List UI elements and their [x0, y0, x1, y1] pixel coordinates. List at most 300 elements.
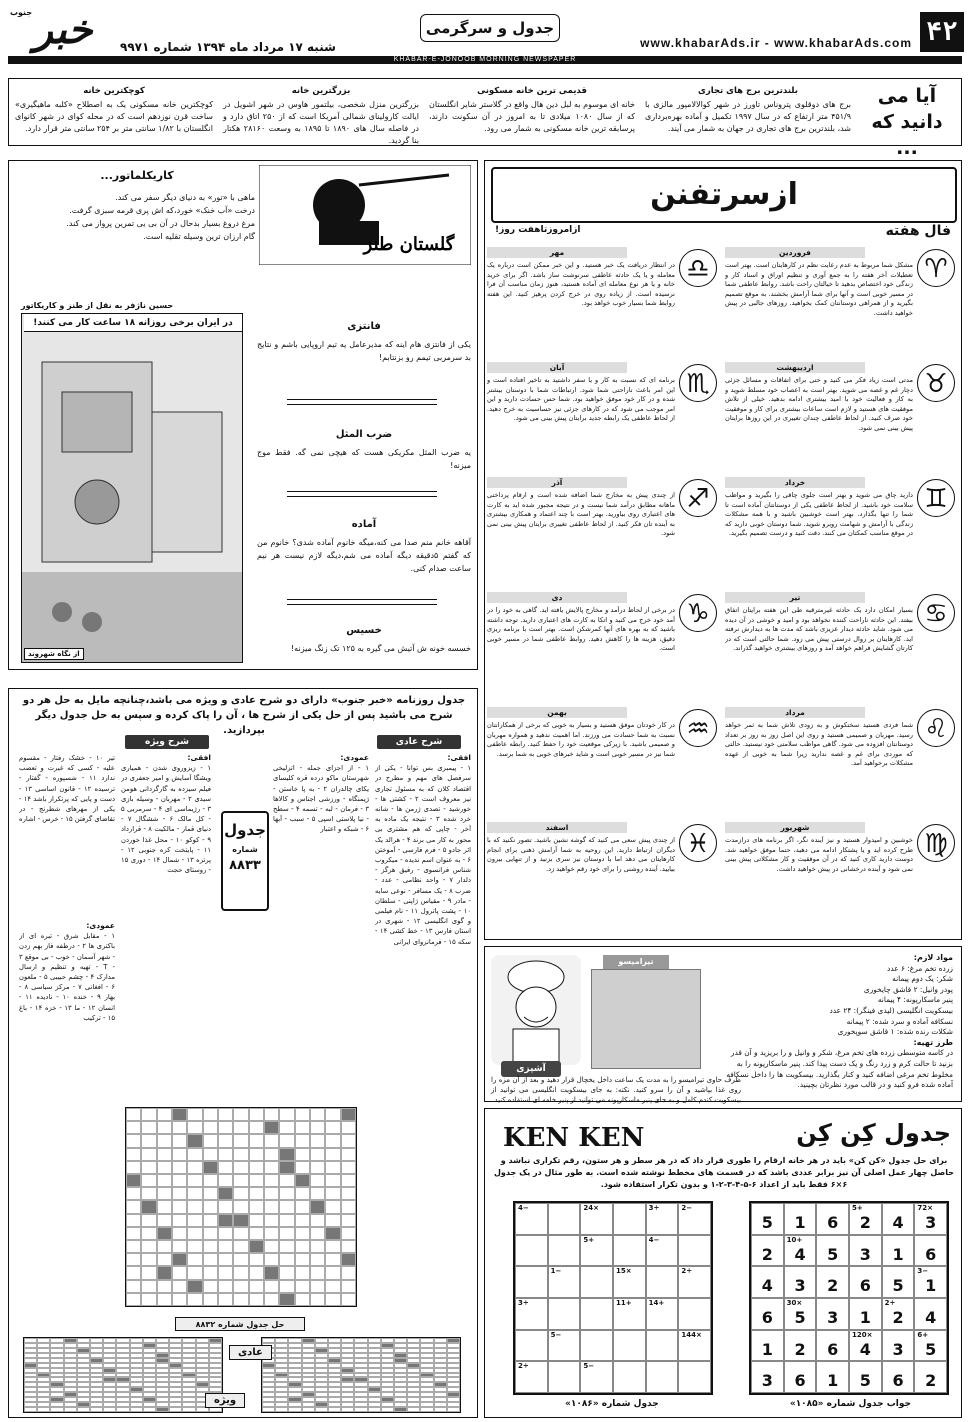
- crossword-cell[interactable]: [141, 1161, 156, 1174]
- crossword-cell[interactable]: [233, 1227, 248, 1240]
- crossword-cell[interactable]: [218, 1161, 233, 1174]
- crossword-cell[interactable]: [264, 1214, 279, 1227]
- crossword-cell[interactable]: [325, 1266, 340, 1279]
- crossword-cell[interactable]: [172, 1121, 187, 1134]
- crossword-cell[interactable]: [341, 1280, 356, 1293]
- zodiac-name: مهر: [487, 247, 627, 258]
- crossword-cell[interactable]: [172, 1293, 187, 1306]
- crossword-cell[interactable]: [279, 1253, 294, 1266]
- cage-clue: 72×: [917, 1204, 933, 1212]
- crossword-cell[interactable]: [203, 1134, 218, 1147]
- crossword-cell[interactable]: [233, 1174, 248, 1187]
- kenken-cell[interactable]: [678, 1330, 711, 1362]
- kenken-cell[interactable]: [646, 1203, 679, 1235]
- kenken-cell[interactable]: [515, 1235, 548, 1267]
- crossword-cell[interactable]: [141, 1108, 156, 1121]
- kenken-cell: [816, 1361, 849, 1393]
- crossword-cell[interactable]: [279, 1134, 294, 1147]
- crossword-cell[interactable]: [295, 1134, 310, 1147]
- kenken-cell[interactable]: [580, 1266, 613, 1298]
- crossword-cell[interactable]: [279, 1174, 294, 1187]
- crossword-cell[interactable]: [295, 1187, 310, 1200]
- crossword-cell[interactable]: [126, 1148, 141, 1161]
- crossword-cell[interactable]: [233, 1108, 248, 1121]
- crossword-cell[interactable]: [295, 1200, 310, 1213]
- crossword-cell[interactable]: [295, 1293, 310, 1306]
- kenken-cell: [816, 1266, 849, 1298]
- crossword-cell[interactable]: [141, 1280, 156, 1293]
- crossword-cell[interactable]: [203, 1108, 218, 1121]
- section-title: جدول و سرگرمی: [420, 14, 560, 42]
- crossword-cell[interactable]: [203, 1148, 218, 1161]
- cooking-label: آشپزی: [501, 1061, 561, 1077]
- crossword-cell[interactable]: [264, 1121, 279, 1134]
- crossword-cell[interactable]: [203, 1266, 218, 1279]
- kenken-cell[interactable]: [580, 1330, 613, 1362]
- crossword-cell[interactable]: [218, 1253, 233, 1266]
- crossword-cell[interactable]: [233, 1134, 248, 1147]
- crossword-cell[interactable]: [218, 1148, 233, 1161]
- kenken-cell[interactable]: [548, 1235, 581, 1267]
- kenken-cell[interactable]: [515, 1330, 548, 1362]
- crossword-cell[interactable]: [187, 1266, 202, 1279]
- crossword-cell[interactable]: [325, 1174, 340, 1187]
- crossword-cell[interactable]: [157, 1280, 172, 1293]
- kenken-cell[interactable]: [646, 1266, 679, 1298]
- cell-value: 4: [794, 1244, 806, 1264]
- crossword-cell[interactable]: [157, 1227, 172, 1240]
- kenken-cell: [816, 1298, 849, 1330]
- crossword-cell[interactable]: [203, 1214, 218, 1227]
- crossword-cell[interactable]: [141, 1227, 156, 1240]
- crossword-cell[interactable]: [218, 1227, 233, 1240]
- crossword-cell[interactable]: [325, 1148, 340, 1161]
- crossword-cell[interactable]: [126, 1121, 141, 1134]
- crossword-cell[interactable]: [141, 1293, 156, 1306]
- crossword-cell[interactable]: [279, 1200, 294, 1213]
- crossword-cell[interactable]: [141, 1187, 156, 1200]
- kenken-cell[interactable]: [646, 1361, 679, 1393]
- crossword-cell[interactable]: [203, 1187, 218, 1200]
- crossword-cell[interactable]: [126, 1227, 141, 1240]
- crossword-cell[interactable]: [310, 1266, 325, 1279]
- crossword-cell[interactable]: [249, 1200, 264, 1213]
- kenken-cell: [914, 1298, 947, 1330]
- fact-heading: بلندترین برج های تجاری: [698, 86, 798, 96]
- crossword-cell[interactable]: [187, 1227, 202, 1240]
- crossword-cell[interactable]: [233, 1148, 248, 1161]
- crossword-cell: [182, 1407, 195, 1412]
- crossword-cell[interactable]: [341, 1240, 356, 1253]
- kenken-cell[interactable]: [613, 1361, 646, 1393]
- crossword-cell[interactable]: [187, 1108, 202, 1121]
- crossword-cell[interactable]: [249, 1108, 264, 1121]
- crossword-cell[interactable]: [187, 1161, 202, 1174]
- crossword-cell[interactable]: [341, 1187, 356, 1200]
- cage-clue: 5−: [583, 1362, 595, 1371]
- crossword-cell[interactable]: [187, 1253, 202, 1266]
- crossword-cell[interactable]: [264, 1174, 279, 1187]
- crossword-cell[interactable]: [141, 1121, 156, 1134]
- crossword-cell[interactable]: [141, 1240, 156, 1253]
- crossword-cell[interactable]: [172, 1174, 187, 1187]
- crossword-cell[interactable]: [233, 1187, 248, 1200]
- kenken-cell[interactable]: [515, 1361, 548, 1393]
- kenken-cell[interactable]: [548, 1203, 581, 1235]
- fact-item: [645, 85, 851, 135]
- crossword-cell[interactable]: [295, 1227, 310, 1240]
- crossword-cell[interactable]: [341, 1214, 356, 1227]
- crossword-cell[interactable]: [310, 1240, 325, 1253]
- crossword-cell[interactable]: [279, 1187, 294, 1200]
- cell-value: 3: [761, 1371, 773, 1391]
- crossword-cell[interactable]: [341, 1108, 356, 1121]
- crossword-cell[interactable]: [218, 1174, 233, 1187]
- kenken-cell[interactable]: [678, 1298, 711, 1330]
- crossword-cell[interactable]: [218, 1280, 233, 1293]
- crossword-cell[interactable]: [187, 1280, 202, 1293]
- crossword-cell[interactable]: [233, 1253, 248, 1266]
- crossword-cell[interactable]: [310, 1108, 325, 1121]
- crossword-cell[interactable]: [249, 1121, 264, 1134]
- crossword-cell[interactable]: [157, 1161, 172, 1174]
- crossword-cell[interactable]: [218, 1121, 233, 1134]
- crossword-cell[interactable]: [203, 1240, 218, 1253]
- crossword-cell[interactable]: [157, 1293, 172, 1306]
- cage-clue: 24×: [583, 1204, 599, 1212]
- zodiac-name: اسفند: [487, 822, 627, 833]
- crossword-cell[interactable]: [264, 1293, 279, 1306]
- crossword-cell[interactable]: [157, 1214, 172, 1227]
- kenken-cell[interactable]: [548, 1266, 581, 1298]
- kenken-cell[interactable]: [646, 1235, 679, 1267]
- kenken-cell[interactable]: [580, 1361, 613, 1393]
- kenken-cell[interactable]: [678, 1361, 711, 1393]
- ingredient-item: زرده تخم مرغ: ۶ عدد: [887, 963, 953, 973]
- crossword-cell[interactable]: [279, 1227, 294, 1240]
- crossword-cell[interactable]: [279, 1266, 294, 1279]
- crossword-cell[interactable]: [341, 1161, 356, 1174]
- crossword-cell: [116, 1407, 129, 1412]
- crossword-cell[interactable]: [172, 1240, 187, 1253]
- crossword-cell[interactable]: [233, 1161, 248, 1174]
- crossword-cell[interactable]: [295, 1161, 310, 1174]
- crossword-cell[interactable]: [233, 1266, 248, 1279]
- crossword-cell[interactable]: [295, 1148, 310, 1161]
- crossword-cell[interactable]: [310, 1253, 325, 1266]
- crossword-cell[interactable]: [157, 1121, 172, 1134]
- crossword-cell[interactable]: [172, 1266, 187, 1279]
- crossword-cell[interactable]: [126, 1187, 141, 1200]
- crossword-cell[interactable]: [172, 1214, 187, 1227]
- crossword-cell[interactable]: [126, 1161, 141, 1174]
- kenken-puzzle-grid: [513, 1201, 713, 1395]
- kenken-cell[interactable]: [613, 1330, 646, 1362]
- crossword-cell[interactable]: [203, 1280, 218, 1293]
- crossword-cell[interactable]: [126, 1200, 141, 1213]
- crossword-cell[interactable]: [126, 1214, 141, 1227]
- crossword-cell[interactable]: [233, 1280, 248, 1293]
- crossword-cell[interactable]: [172, 1200, 187, 1213]
- crossword-cell[interactable]: [203, 1161, 218, 1174]
- crossword-cell[interactable]: [126, 1253, 141, 1266]
- crossword-cell[interactable]: [295, 1174, 310, 1187]
- kenken-cell[interactable]: [515, 1266, 548, 1298]
- crossword-cell[interactable]: [279, 1214, 294, 1227]
- crossword-cell[interactable]: [218, 1187, 233, 1200]
- crossword-cell[interactable]: [187, 1240, 202, 1253]
- crossword-cell[interactable]: [341, 1227, 356, 1240]
- crossword-cell[interactable]: [218, 1240, 233, 1253]
- joke-title: خسیس: [346, 625, 382, 636]
- crossword-cell[interactable]: [310, 1227, 325, 1240]
- crossword-cell[interactable]: [249, 1293, 264, 1306]
- crossword-cell[interactable]: [187, 1200, 202, 1213]
- crossword-cell[interactable]: [264, 1187, 279, 1200]
- crossword-cell[interactable]: [157, 1108, 172, 1121]
- crossword-cell[interactable]: [249, 1227, 264, 1240]
- crossword-cell[interactable]: [341, 1266, 356, 1279]
- crossword-cell[interactable]: [310, 1214, 325, 1227]
- crossword-cell: [169, 1407, 182, 1412]
- crossword-cell[interactable]: [310, 1200, 325, 1213]
- crossword-cell[interactable]: [249, 1187, 264, 1200]
- crossword-cell[interactable]: [264, 1280, 279, 1293]
- kenken-cell[interactable]: [613, 1203, 646, 1235]
- crossword-cell[interactable]: [325, 1280, 340, 1293]
- kenken-cell[interactable]: [580, 1298, 613, 1330]
- cell-value: 6: [859, 1276, 871, 1296]
- crossword-cell[interactable]: [233, 1121, 248, 1134]
- crossword-cell[interactable]: [203, 1253, 218, 1266]
- crossword-cell[interactable]: [249, 1240, 264, 1253]
- regular-solution-arrow: عادی: [229, 1345, 272, 1360]
- crossword-cell[interactable]: [249, 1280, 264, 1293]
- crossword-cell[interactable]: [325, 1214, 340, 1227]
- crossword-cell[interactable]: [203, 1121, 218, 1134]
- crossword-cell[interactable]: [249, 1214, 264, 1227]
- crossword-cell[interactable]: [279, 1161, 294, 1174]
- crossword-cell[interactable]: [172, 1253, 187, 1266]
- chef-icon: [491, 955, 581, 1065]
- zodiac-text: از چندی پیش سعی می کنید که گوشه نشین باشید. تصور نکنید که با دیگران ارتباط دارید. این روحیه به شما آرامش ذهنی برای انجام کارهایتان می دهد اما با دوستان نیز سری بزنید و از تنهایی بیرون بیایید. آینده روشنی را برای خود رقم خواهید زد.: [487, 836, 675, 873]
- crossword-cell[interactable]: [187, 1148, 202, 1161]
- crossword-cell[interactable]: [172, 1187, 187, 1200]
- kenken-cell[interactable]: [548, 1361, 581, 1393]
- kenken-cell[interactable]: [580, 1235, 613, 1267]
- crossword-cell[interactable]: [295, 1253, 310, 1266]
- crossword-cell[interactable]: [249, 1266, 264, 1279]
- crossword-cell[interactable]: [295, 1240, 310, 1253]
- crossword-cell[interactable]: [310, 1134, 325, 1147]
- crossword-cell[interactable]: [341, 1121, 356, 1134]
- crossword-cell[interactable]: [310, 1148, 325, 1161]
- crossword-cell[interactable]: [264, 1161, 279, 1174]
- crossword-cell[interactable]: [126, 1280, 141, 1293]
- crossword-cell[interactable]: [310, 1121, 325, 1134]
- crossword-cell[interactable]: [249, 1161, 264, 1174]
- crossword-cell[interactable]: [141, 1253, 156, 1266]
- crossword-cell[interactable]: [310, 1280, 325, 1293]
- crossword-cell[interactable]: [126, 1266, 141, 1279]
- crossword-cell[interactable]: [126, 1134, 141, 1147]
- crossword-cell[interactable]: [325, 1253, 340, 1266]
- kenken-cell[interactable]: [613, 1235, 646, 1267]
- crossword-cell[interactable]: [126, 1240, 141, 1253]
- crossword-cell[interactable]: [218, 1134, 233, 1147]
- crossword-cell[interactable]: [187, 1293, 202, 1306]
- crossword-cell[interactable]: [279, 1121, 294, 1134]
- crossword-cell[interactable]: [141, 1200, 156, 1213]
- joke-text: یه ضرب المثل مکزیکی هست که هیچی نمی گه. فقط موج میزنه!: [257, 448, 471, 470]
- crossword-cell[interactable]: [325, 1200, 340, 1213]
- crossword-cell[interactable]: [264, 1266, 279, 1279]
- zodiac-sign: [725, 362, 955, 474]
- crossword-cell[interactable]: [126, 1174, 141, 1187]
- crossword-cell[interactable]: [249, 1174, 264, 1187]
- crossword-cell[interactable]: [264, 1148, 279, 1161]
- zodiac-text: شما فردی هستید سختکوش و به زودی تلاش شما به ثمر خواهد رسید. مهربان و صمیمی هستید و روی این اصل روز به روز بر تعداد دوستانتان افزوده می شود. گاهی مواظب سلامتی خود نیستید. حالتی که موردی برای غم و غصه ندارید زیرا شما به خوبی از عهده مشکلات برخواهید آمد.: [725, 721, 913, 768]
- crossword-cell[interactable]: [172, 1280, 187, 1293]
- crossword-cell[interactable]: [203, 1227, 218, 1240]
- kenken-cell[interactable]: [548, 1330, 581, 1362]
- crossword-cell[interactable]: [325, 1161, 340, 1174]
- crossword-cell[interactable]: [141, 1174, 156, 1187]
- crossword-cell[interactable]: [141, 1148, 156, 1161]
- crossword-cell[interactable]: [233, 1200, 248, 1213]
- crossword-cell[interactable]: [187, 1187, 202, 1200]
- crossword-cell[interactable]: [264, 1108, 279, 1121]
- kenken-cell[interactable]: [515, 1298, 548, 1330]
- crossword-cell[interactable]: [203, 1293, 218, 1306]
- crossword-cell[interactable]: [295, 1266, 310, 1279]
- crossword-cell[interactable]: [325, 1108, 340, 1121]
- crossword-cell[interactable]: [157, 1148, 172, 1161]
- crossword-cell[interactable]: [279, 1108, 294, 1121]
- crossword-cell[interactable]: [172, 1134, 187, 1147]
- crossword-cell[interactable]: [126, 1293, 141, 1306]
- crossword-cell[interactable]: [325, 1240, 340, 1253]
- joke-text: خسسه خونه ش آتیش می گیره به ۱۲۵ تک زنگ میزنه!: [290, 644, 471, 653]
- crossword-cell[interactable]: [279, 1240, 294, 1253]
- crossword-cell[interactable]: [310, 1187, 325, 1200]
- crossword-cell[interactable]: [157, 1174, 172, 1187]
- crossword-cell[interactable]: [249, 1148, 264, 1161]
- crossword-cell[interactable]: [341, 1174, 356, 1187]
- crossword-cell[interactable]: [264, 1134, 279, 1147]
- crossword-cell[interactable]: [310, 1161, 325, 1174]
- crossword-cell[interactable]: [141, 1134, 156, 1147]
- zodiac-icon: ♉: [917, 364, 955, 402]
- crossword-cell[interactable]: [157, 1200, 172, 1213]
- crossword-cell[interactable]: [341, 1253, 356, 1266]
- crossword-cell[interactable]: [279, 1293, 294, 1306]
- crossword-cell[interactable]: [325, 1187, 340, 1200]
- crossword-cell[interactable]: [325, 1227, 340, 1240]
- kenken-cell[interactable]: [613, 1266, 646, 1298]
- crossword-cell[interactable]: [279, 1148, 294, 1161]
- crossword-cell[interactable]: [233, 1240, 248, 1253]
- crossword-cell[interactable]: [187, 1121, 202, 1134]
- kenken-cell[interactable]: [646, 1298, 679, 1330]
- crossword-cell[interactable]: [187, 1134, 202, 1147]
- crossword-cell[interactable]: [341, 1200, 356, 1213]
- crossword-cell[interactable]: [126, 1108, 141, 1121]
- kenken-cell[interactable]: [613, 1298, 646, 1330]
- crossword-cell[interactable]: [233, 1293, 248, 1306]
- crossword-cell[interactable]: [264, 1253, 279, 1266]
- caricature-line: درخت «آب خنک» خورد،که اش پری قرمه سبزی گرفت.: [69, 206, 255, 215]
- crossword-cell[interactable]: [264, 1240, 279, 1253]
- crossword-cell[interactable]: [310, 1293, 325, 1306]
- kenken-cell[interactable]: [548, 1298, 581, 1330]
- cell-value: 6: [794, 1371, 806, 1391]
- crossword-cell[interactable]: [218, 1214, 233, 1227]
- crossword-cell[interactable]: [157, 1240, 172, 1253]
- crossword-cell[interactable]: [187, 1174, 202, 1187]
- crossword-cell[interactable]: [157, 1187, 172, 1200]
- cage-clue: 14+: [648, 1298, 665, 1307]
- crossword-cell[interactable]: [264, 1200, 279, 1213]
- crossword-cell[interactable]: [341, 1134, 356, 1147]
- crossword-cell[interactable]: [141, 1214, 156, 1227]
- crossword-cell[interactable]: [187, 1214, 202, 1227]
- cage-clue: 3÷: [648, 1204, 660, 1212]
- crossword-cell[interactable]: [325, 1293, 340, 1306]
- crossword-cell[interactable]: [295, 1214, 310, 1227]
- crossword-cell[interactable]: [157, 1253, 172, 1266]
- crossword-cell[interactable]: [218, 1108, 233, 1121]
- crossword-cell[interactable]: [141, 1266, 156, 1279]
- crossword-cell[interactable]: [264, 1227, 279, 1240]
- crossword-cell[interactable]: [279, 1280, 294, 1293]
- kenken-cell[interactable]: [515, 1203, 548, 1235]
- crossword-cell[interactable]: [325, 1134, 340, 1147]
- crossword-cell[interactable]: [157, 1266, 172, 1279]
- kenken-cell[interactable]: [646, 1330, 679, 1362]
- solution-label: حل جدول شماره ۸۸۳۲: [175, 1317, 305, 1331]
- crossword-cell[interactable]: [341, 1148, 356, 1161]
- crossword-cell[interactable]: [172, 1161, 187, 1174]
- crossword-cell[interactable]: [218, 1266, 233, 1279]
- crossword-cell[interactable]: [218, 1293, 233, 1306]
- crossword-cell[interactable]: [172, 1148, 187, 1161]
- crossword-cell[interactable]: [172, 1108, 187, 1121]
- crossword-cell[interactable]: [203, 1174, 218, 1187]
- crossword-cell[interactable]: [249, 1134, 264, 1147]
- crossword-cell[interactable]: [233, 1214, 248, 1227]
- website-urls[interactable]: www.khabarAds.ir - www.khabarAds.com: [640, 36, 912, 50]
- crossword-cell[interactable]: [310, 1174, 325, 1187]
- crossword-cell[interactable]: [295, 1108, 310, 1121]
- crossword-cell[interactable]: [325, 1121, 340, 1134]
- kenken-cell[interactable]: [678, 1203, 711, 1235]
- crossword-cell[interactable]: [218, 1200, 233, 1213]
- cell-value: 5: [892, 1276, 904, 1296]
- crossword-grid[interactable]: [125, 1107, 357, 1307]
- kenken-cell[interactable]: [580, 1203, 613, 1235]
- crossword-cell[interactable]: [203, 1200, 218, 1213]
- crossword-cell[interactable]: [249, 1253, 264, 1266]
- crossword-cell[interactable]: [295, 1121, 310, 1134]
- crossword-cell[interactable]: [172, 1227, 187, 1240]
- crossword-cell[interactable]: [341, 1293, 356, 1306]
- crossword-cell[interactable]: [295, 1280, 310, 1293]
- tiramisu-photo: [591, 969, 701, 1069]
- crossword-cell[interactable]: [157, 1134, 172, 1147]
- kenken-cell[interactable]: [678, 1266, 711, 1298]
- kenken-cell[interactable]: [678, 1235, 711, 1267]
